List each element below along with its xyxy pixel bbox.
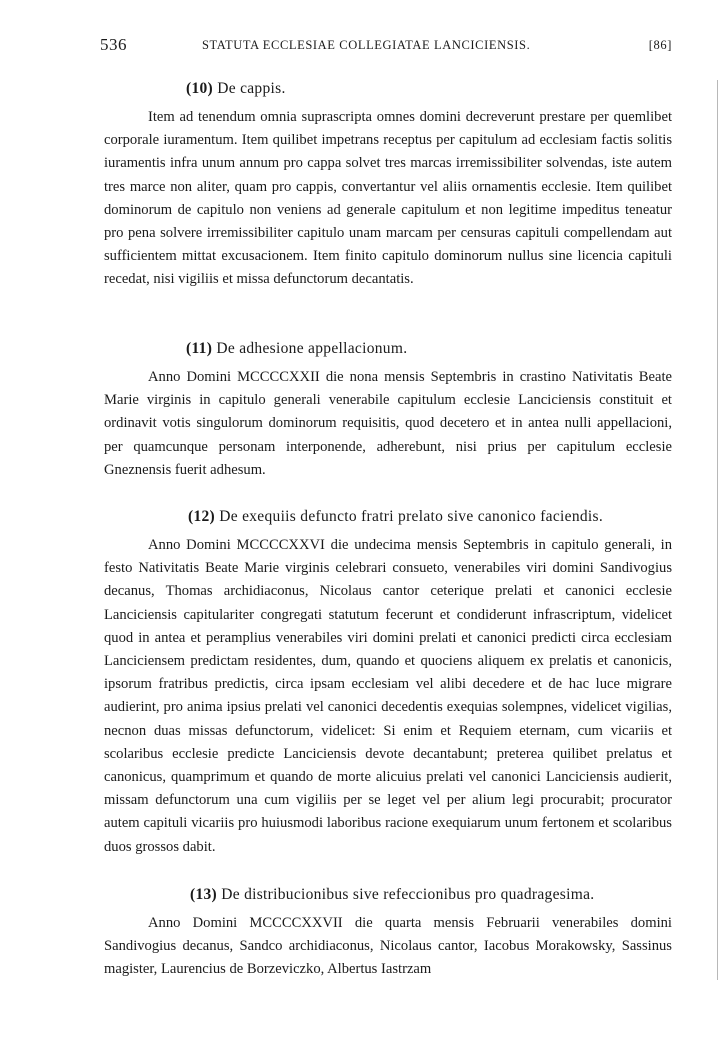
section-title: De exequiis defuncto fratri prelato sive canonico faciendis. <box>219 508 604 525</box>
section-heading-10 <box>186 80 286 98</box>
section-body-11: Anno Domini MCCCCXXII die nona mensis Septembris in crastino Nativitatis Beate Marie virginis in capitulo generali venerabile capitulum ecclesie Lanciciensis constituit et ordinavit votis singulorum dominorum requisitis, quod decetero et in antea nulli appellacioni, per quamcunque personam interponende, adherebunt, nisi prius per capitulum ecclesie Gneznensis fuerit adhesum. <box>104 369 672 478</box>
section-number: (13) <box>190 886 218 903</box>
page-number: 536 <box>100 35 127 54</box>
running-head <box>100 35 672 58</box>
section-number: (12) <box>188 508 216 525</box>
page-edge-shadow <box>717 80 718 980</box>
section-title: De distribucionibus sive refeccionibus pro quadragesima. <box>221 886 595 903</box>
section-body-13: Anno Domini MCCCCXXVII die quarta mensis Februarii venerabiles domini Sandivogius decanus, Sandco archidiaconus, Nicolaus cantor, Iacobus Morakowsky, Sassinus magister, Laurencius de Borzeviczko, Albertus Iastrzam <box>104 915 672 978</box>
folio-number: [86] <box>648 38 672 52</box>
section-number: (10) <box>186 80 214 97</box>
section-title: De adhesione appellacionum. <box>216 340 408 357</box>
running-title: STATUTA ECCLESIAE COLLEGIATAE LANCICIENSIS. <box>202 38 531 52</box>
section-body-12: Anno Domini MCCCCXXVI die undecima mensis Septembris in capitulo generali, in festo Nativitatis Beate Marie virginis celebrari consueto, venerabiles viri domini Sandivogius decanus, Thomas archidiaconus, Nicolaus cantor ceterique prelati et canonici ecclesie Lanciciensis capitulariter congregati statutum fecerunt et condiderunt infrascriptum, videlicet quod in antea et peramplius venerabiles viri domini prelati et canonici predicti circa ecclesiam Lanciciensem predictam residentes, dum, quando et quociens aliquem ex prelatis et canonicis, ipsorum fratribus predictis, circa ipsam ecclesiam vel alibi decedere et de hac luce migrare audierint, pro anima ipsius prelati vel canonici decedentis exequias solempnes, videlicet vigilias, necnon duas missas defunctorum, videlicet: Si enim et Requiem eternam, cum vicariis et scolaribus ecclesie predicte Lanciciensis devote decantabunt; preterea quilibet prelatus et canonicus, quamprimum et quando de morte alicuius prelati vel canonici Lanciciensis audierit, missam defunctorum una cum vigiliis per se leget vel per alium legi procurabit; procurator autem capituli vicariis pro huiusmodi laboribus racione exequiarum unum fertonem et scolaribus duos grossos dabit. <box>104 537 672 855</box>
section-number: (11) <box>186 340 213 357</box>
section-body-10: Item ad tenendum omnia suprascripta omnes domini decreverunt prestare per quemlibet corporale iuramentum. Item quilibet impetrans receptus per capitulum ad ecclesiam factis solitis iuramentis infra unum annum pro cappa solvet tres marcas irremissibiliter solvendas, iste autem tres marce non aliter, quam pro cappis, convertantur vel aliis ornamentis ecclesie. Item quilibet dominorum de capitulo non veniens ad generale capitulum et non legitime impeditus teneatur pro pena solvere irremissibiliter capitulo unam marcam per censuras capituli compellendam aut sufficientem mittat excusacionem. Item finito capitulo dominorum nullus sine licencia capituli recedat, nisi vigiliis et missa defunctorum decantatis. <box>104 109 672 288</box>
section-heading-13 <box>190 886 594 904</box>
section-heading-11 <box>186 340 407 358</box>
section-title: De cappis. <box>217 80 286 97</box>
section-heading-12 <box>188 508 603 526</box>
